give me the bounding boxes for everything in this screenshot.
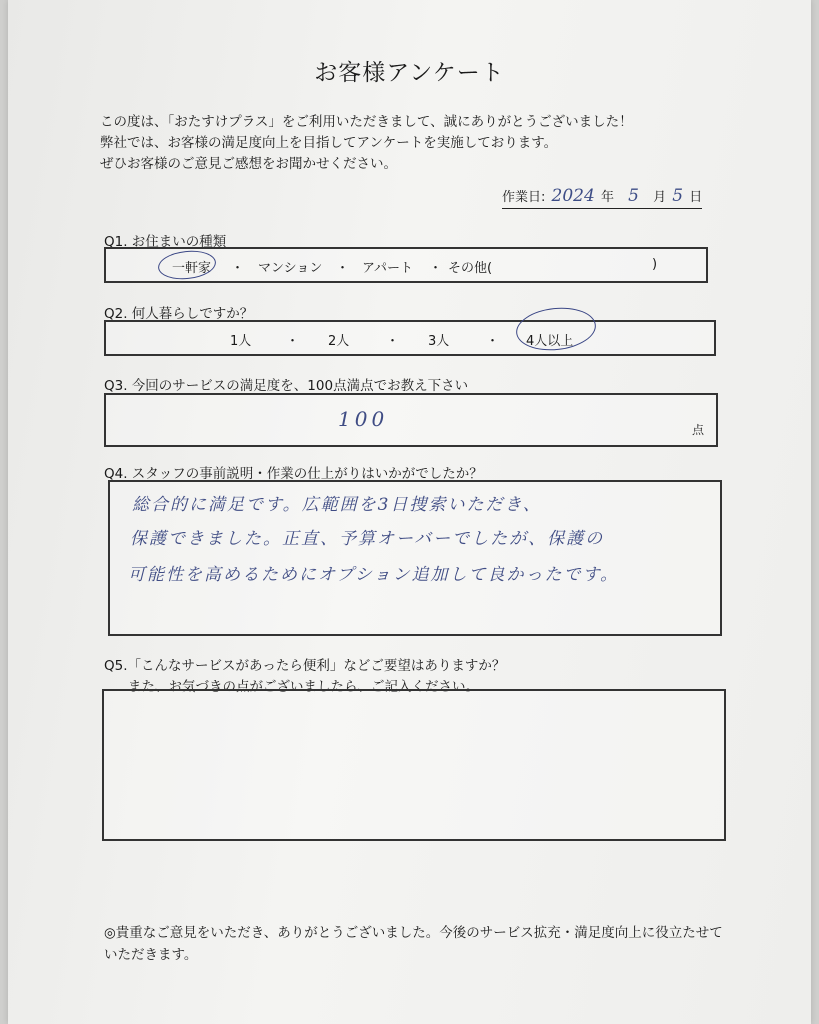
q1-other-close-paren: ) <box>652 257 658 272</box>
intro-line-2: 弊社では、お客様の満足度向上を目指してアンケートを実施しております。 <box>100 135 558 151</box>
q1-separator: ・ <box>231 261 245 276</box>
q3-answer-box[interactable] <box>104 393 718 447</box>
q2-option-1[interactable]: 1人 <box>230 334 252 349</box>
q5-label: Q5.「こんなサービスがあったら便利」などご要望はありますか？ <box>104 658 506 674</box>
q3-label: Q3. 今回のサービスの満足度を、100点満点でお教え下さい <box>104 378 469 394</box>
q3-handwritten-score: 100 <box>338 407 389 431</box>
survey-title: お客様アンケート <box>314 60 505 86</box>
work-date-label: 作業日: <box>502 190 546 205</box>
q4-answer-box[interactable] <box>108 480 722 636</box>
q4-handwritten-line-3: 可能性を高めるためにオプション追加して良かったです。 <box>128 565 620 585</box>
q1-separator: ・ <box>429 261 443 276</box>
q1-separator: ・ <box>336 261 350 276</box>
q1-selection-circle <box>157 248 218 282</box>
q4-label: Q4. スタッフの事前説明・作業の仕上がりはいかがでしたか？ <box>104 466 483 482</box>
intro-line-3: ぜひお客様のご意見ご感想をお聞かせください。 <box>100 156 397 172</box>
q2-option-2[interactable]: 2人 <box>328 334 350 349</box>
q1-option-house[interactable]: 一軒家 <box>172 261 212 276</box>
q4-handwritten-line-2: 保護できました。正直、予算オーバーでしたが、保護の <box>130 529 605 549</box>
q1-option-other[interactable]: その他( <box>448 261 493 276</box>
q2-separator: ・ <box>386 334 400 349</box>
work-date <box>502 186 702 209</box>
work-date-year-unit: 年 <box>600 190 614 205</box>
q2-label: Q2. 何人暮らしですか？ <box>104 306 254 322</box>
q5-sublabel: また、お気づきの点がございましたら、ご記入ください。 <box>128 679 479 695</box>
q2-separator: ・ <box>486 334 500 349</box>
q4-handwritten-line-1: 総合的に満足です。広範囲を3日捜索いただき、 <box>132 495 542 515</box>
q1-answer-box[interactable] <box>104 247 708 283</box>
work-date-day-unit: 日 <box>689 190 703 205</box>
work-date-year[interactable]: 2024 <box>551 186 595 206</box>
q5-answer-box[interactable] <box>102 689 726 841</box>
footer-thanks: ◎貴重なご意見をいただき、ありがとうございました。今後のサービス拡充・満足度向上に役立たせていただきます。 <box>104 925 723 963</box>
work-date-month[interactable]: 5 <box>628 186 639 206</box>
q2-separator: ・ <box>286 334 300 349</box>
q1-label: Q1. お住まいの種類 <box>104 234 227 250</box>
q3-unit: 点 <box>692 423 705 437</box>
q2-answer-box[interactable] <box>104 320 716 356</box>
q1-option-apartment[interactable]: アパート <box>362 261 413 276</box>
q2-option-3[interactable]: 3人 <box>428 334 450 349</box>
q2-option-4-plus[interactable]: 4人以上 <box>526 334 574 349</box>
work-date-day[interactable]: 5 <box>672 186 684 206</box>
work-date-month-unit: 月 <box>653 190 667 205</box>
survey-sheet <box>8 0 811 1024</box>
intro-line-1: この度は、「おたすけプラス」をご利用いただきまして、誠にありがとうございました！ <box>100 114 633 130</box>
q1-option-mansion[interactable]: マンション <box>258 261 323 276</box>
